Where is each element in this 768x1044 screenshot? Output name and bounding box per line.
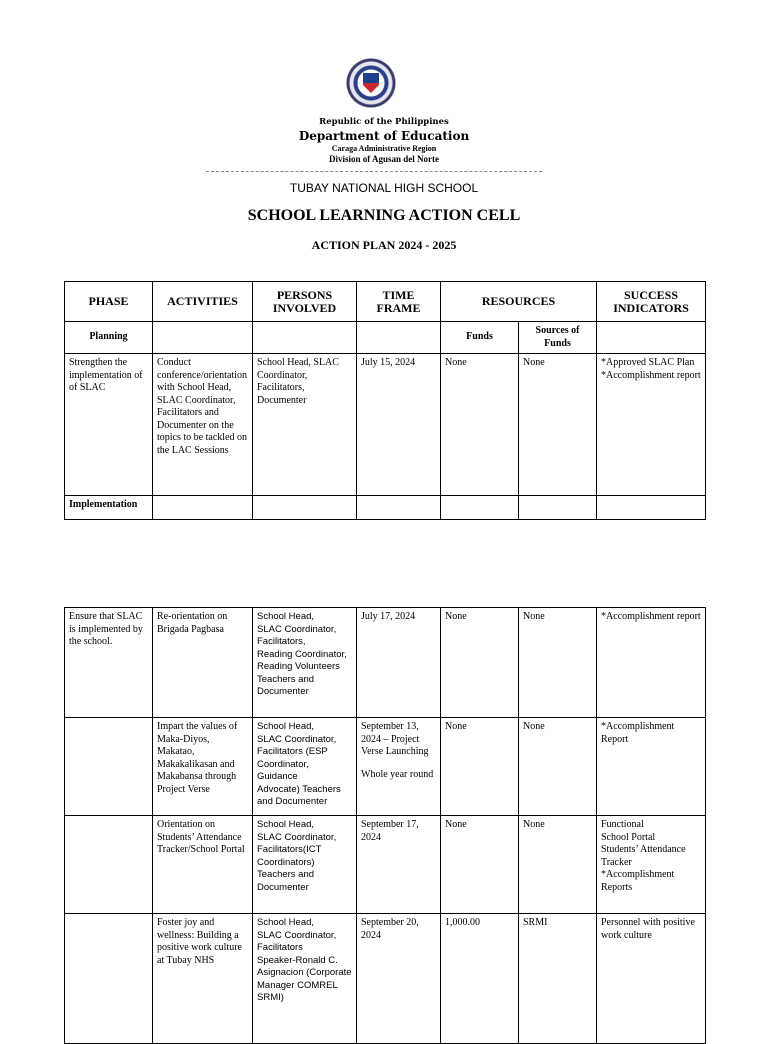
time-frame-cell [357,914,441,1044]
header-persons-involved: PERSONS INVOLVED [253,282,357,322]
persons-line: Asignacion (Corporate [257,967,352,978]
persons-line: Facilitators(ICT [257,844,322,855]
persons-line: Documenter [257,686,309,697]
phase-cell [65,718,153,816]
table-row [65,608,706,718]
success-cell [597,718,706,816]
planning-label: Planning [65,322,153,354]
time-frame-line: September 17, 2024 [361,819,419,843]
success-cell [597,608,706,718]
spacer [361,759,436,769]
funds-cell: None [441,816,519,914]
table-row [65,718,706,816]
persons-line: School Head, [257,917,315,928]
persons-line: Documenter [257,881,309,893]
success-line: *Accomplishment Report [601,721,675,745]
persons-line: SLAC Coordinator, [257,929,337,941]
sources-cell: SRMI [519,914,597,1044]
implementation-label: Implementation [65,496,153,520]
header-activities: ACTIVITIES [153,282,253,322]
sources-cell: None [519,608,597,718]
persons-line: School Head, [257,611,315,622]
sources-cell: None [519,816,597,914]
sources-cell: None [519,718,597,816]
funds-cell: 1,000.00 [441,914,519,1044]
persons-line: Coordinator, Guidance [257,758,309,782]
empty-cell [597,496,706,520]
success-line: School Portal [601,831,656,843]
empty-cell [597,322,706,354]
persons-line: SLAC Coordinator, [257,733,337,745]
persons-line: SLAC Coordinator, [257,831,337,843]
activities-cell: Re-orientation on Brigada Pagbasa [153,608,253,718]
phase-cell [65,914,153,1044]
time-frame-cell [357,718,441,816]
header-phase: PHASE [65,282,153,322]
activities-cell: Foster joy and wellness: Building a positive work culture at Tubay NHS [153,914,253,1044]
activities-cell: Conduct conference/orientation with School Head, SLAC Coordinator, Facilitators and Documenter on the topics to be tackled on the LAC Sessions [153,354,253,496]
persons-line: Teachers and [257,869,315,880]
table-row [65,914,706,1044]
success-cell [597,816,706,914]
header-resources: RESOURCES [441,282,597,322]
header-success-indicators: SUCCESS INDICATORS [597,282,706,322]
department-line: Department of Education [298,129,470,143]
empty-cell [153,322,253,354]
time-frame-cell: July 15, 2024 [357,354,441,496]
persons-line: Teachers and [257,673,315,685]
time-frame-line: July 17, 2024 [361,611,416,622]
empty-cell [253,322,357,354]
region-line: Caraga Administrative Region [331,144,437,153]
persons-line: Manager COMREL [257,979,338,991]
persons-cell [253,718,357,816]
persons-line: School Head, [257,819,315,830]
phase-cell: Strengthen the implementation of of SLAC [65,354,153,496]
republic-line: Republic of the Philippines [319,117,449,127]
time-frame-cell [357,608,441,718]
table-row [65,354,706,496]
persons-cell: School Head, SLAC Coordinator, Facilitators, Documenter [253,354,357,496]
sources-cell: None [519,354,597,496]
document-subtitle: ACTION PLAN 2024 - 2025 [311,238,457,252]
success-line: *Accomplishment report [601,611,701,622]
empty-cell [519,496,597,520]
time-frame-cell [357,816,441,914]
header-divider [206,171,542,172]
success-line: *Accomplishment Reports [601,869,675,893]
school-name: TUBAY NATIONAL HIGH SCHOOL [289,181,479,195]
activities-cell: Orientation on Students’ Attendance Tracker/School Portal [153,816,253,914]
success-line: Students’ Attendance Tracker [601,844,686,868]
header-sources-of-funds: Sources of Funds [519,322,597,354]
persons-cell [253,608,357,718]
persons-line: Speaker-Ronald C. [257,954,338,966]
empty-cell [253,496,357,520]
success-line: Personnel with positive work culture [601,917,695,941]
success-cell [597,354,706,496]
success-cell [597,914,706,1044]
action-plan-table-part2 [64,607,706,1044]
success-line: Functional [601,819,644,830]
funds-cell: None [441,718,519,816]
empty-cell [441,496,519,520]
header-time-frame: TIME FRAME [357,282,441,322]
persons-line: Facilitators, [257,636,306,647]
persons-line: SRMI) [257,992,284,1003]
persons-line: Facilitators (ESP [257,746,328,757]
persons-line: School Head, [257,721,315,732]
empty-cell [357,322,441,354]
funds-cell: None [441,354,519,496]
time-frame-line: September 13, 2024 – Project Verse Launching [361,721,429,757]
persons-line: Facilitators [257,942,303,953]
empty-cell [357,496,441,520]
time-frame-line: Whole year round [361,768,434,780]
activities-cell: Impart the values of Maka-Diyos, Makatao, Makakalikasan and Makabansa through Project Verse [153,718,253,816]
persons-line: Reading Volunteers [257,661,340,672]
header-funds: Funds [441,322,519,354]
phase-cell: Ensure that SLAC is implemented by the school. [65,608,153,718]
table-row [65,816,706,914]
action-plan-table-part1 [64,281,706,520]
success-line: *Accomplishment report [601,369,701,381]
persons-line: Advocate) Teachers [257,783,341,795]
persons-cell [253,914,357,1044]
funds-cell: None [441,608,519,718]
division-line: Division of Agusan del Norte [328,154,439,164]
persons-line: and Documenter [257,796,328,807]
persons-line: Coordinators) [257,856,315,868]
phase-cell [65,816,153,914]
persons-cell [253,816,357,914]
document-title: SCHOOL LEARNING ACTION CELL [247,207,521,224]
success-line: *Approved SLAC Plan [601,357,695,368]
time-frame-line: September 20, 2024 [361,917,419,941]
deped-seal [346,58,396,108]
persons-line: Reading Coordinator, [257,648,347,660]
empty-cell [153,496,253,520]
persons-line: SLAC Coordinator, [257,623,337,635]
